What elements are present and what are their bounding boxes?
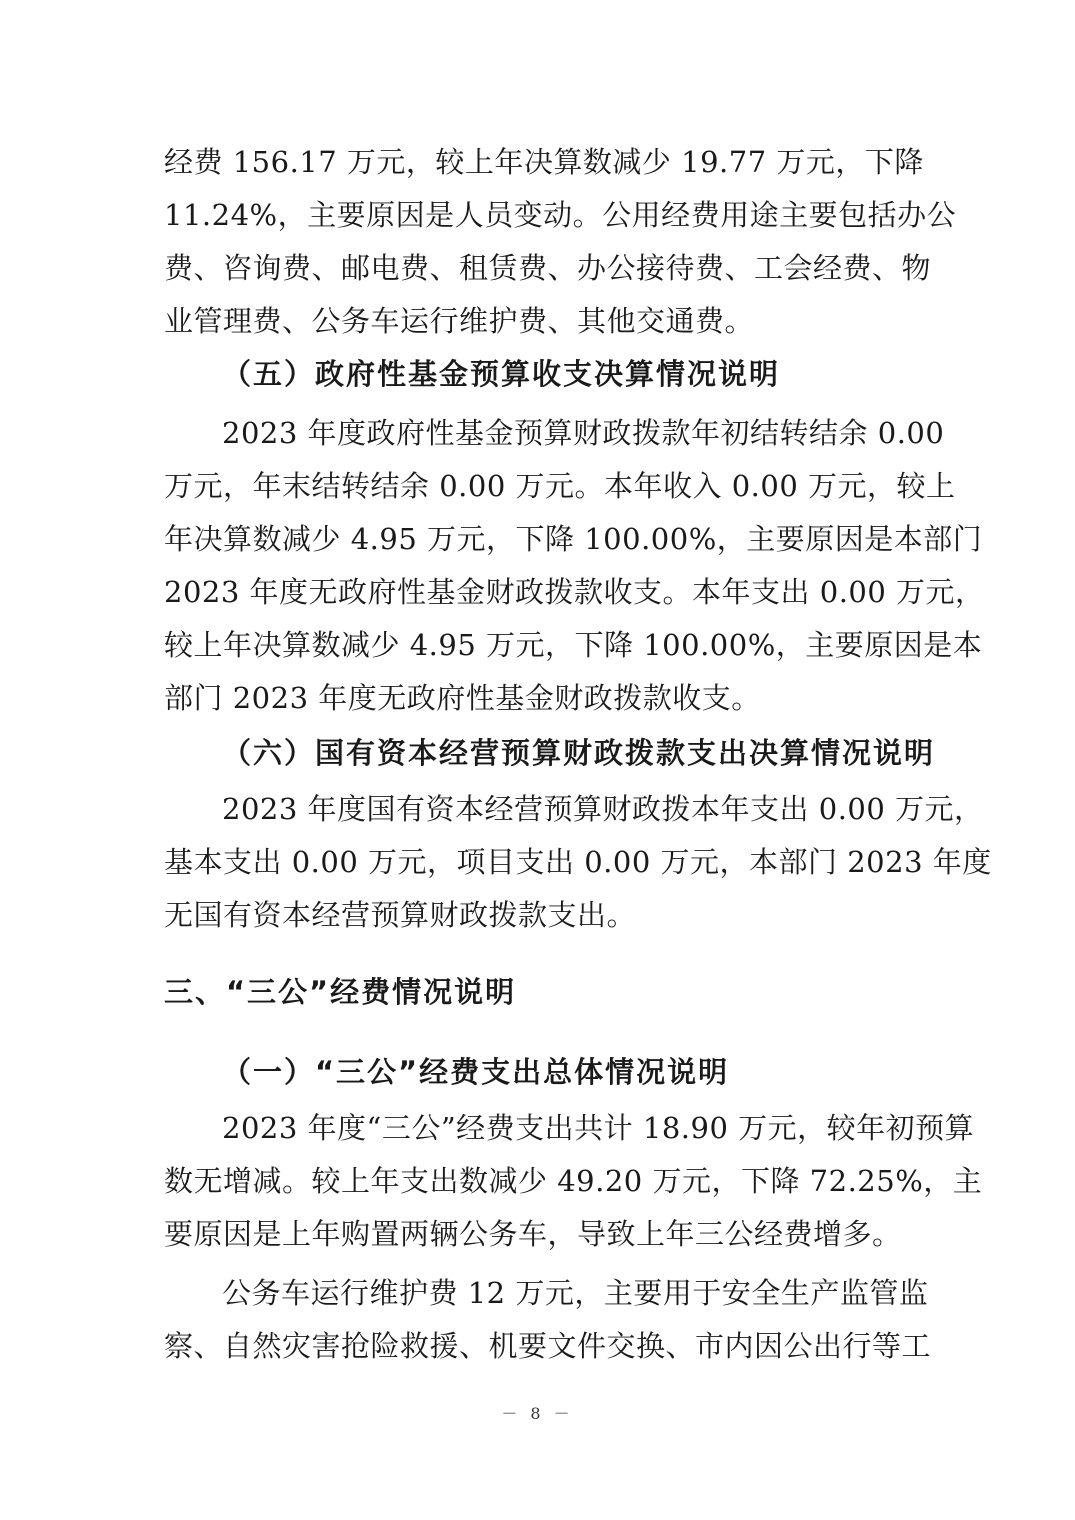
part-3-heading: 三、“三公”经费情况说明 <box>164 975 517 1009</box>
section-6-line-2: 基本支出 0.00 万元，项目支出 0.00 万元，本部门 2023 年度 <box>164 845 992 879</box>
section-5-heading: （五）政府性基金预算收支决算情况说明 <box>222 357 781 391</box>
part-3-sub-1-heading: （一）“三公”经费支出总体情况说明 <box>222 1055 730 1089</box>
paragraph-1-line-1: 经费 156.17 万元，较上年决算数减少 19.77 万元，下降 <box>164 145 924 179</box>
part-3-sub-1-p2-line-1: 公务车运行维护费 12 万元，主要用于安全生产监管监 <box>222 1276 929 1310</box>
section-5-line-6: 部门 2023 年度无政府性基金财政拨款收支。 <box>164 681 761 715</box>
section-6-line-3: 无国有资本经营预算财政拨款支出。 <box>164 898 637 932</box>
part-3-sub-1-p1-line-1: 2023 年度“三公”经费支出共计 18.90 万元，较年初预算 <box>222 1111 975 1145</box>
part-3-sub-1-p2-line-2: 察、自然灾害抢险救援、机要文件交换、市内因公出行等工 <box>164 1329 932 1363</box>
section-5-line-2: 万元，年末结转结余 0.00 万元。本年收入 0.00 万元，较上 <box>164 469 956 503</box>
section-5-line-1: 2023 年度政府性基金预算财政拨款年初结转结余 0.00 <box>222 416 945 450</box>
section-5-line-4: 2023 年度无政府性基金财政拨款收支。本年支出 0.00 万元， <box>164 575 985 609</box>
section-5-line-5: 较上年决算数减少 4.95 万元，下降 100.00%，主要原因是本 <box>164 628 983 662</box>
paragraph-1-line-4: 业管理费、公务车运行维护费、其他交通费。 <box>164 304 755 338</box>
paragraph-1-line-3: 费、咨询费、邮电费、租赁费、办公接待费、工会经费、物 <box>164 251 932 285</box>
section-6-heading: （六）国有资本经营预算财政拨款支出决算情况说明 <box>222 736 936 770</box>
part-3-sub-1-p1-line-3: 要原因是上年购置两辆公务车，导致上年三公经费增多。 <box>164 1217 902 1251</box>
part-3-sub-1-p1-line-2: 数无增减。较上年支出数减少 49.20 万元，下降 72.25%，主 <box>164 1164 983 1198</box>
paragraph-1-line-2: 11.24%，主要原因是人员变动。公用经费用途主要包括办公 <box>164 198 957 232</box>
section-6-line-1: 2023 年度国有资本经营预算财政拨本年支出 0.00 万元， <box>222 792 984 826</box>
page-number: － 8 － <box>501 1404 574 1423</box>
section-5-line-3: 年决算数减少 4.95 万元，下降 100.00%，主要原因是本部门 <box>164 522 983 556</box>
